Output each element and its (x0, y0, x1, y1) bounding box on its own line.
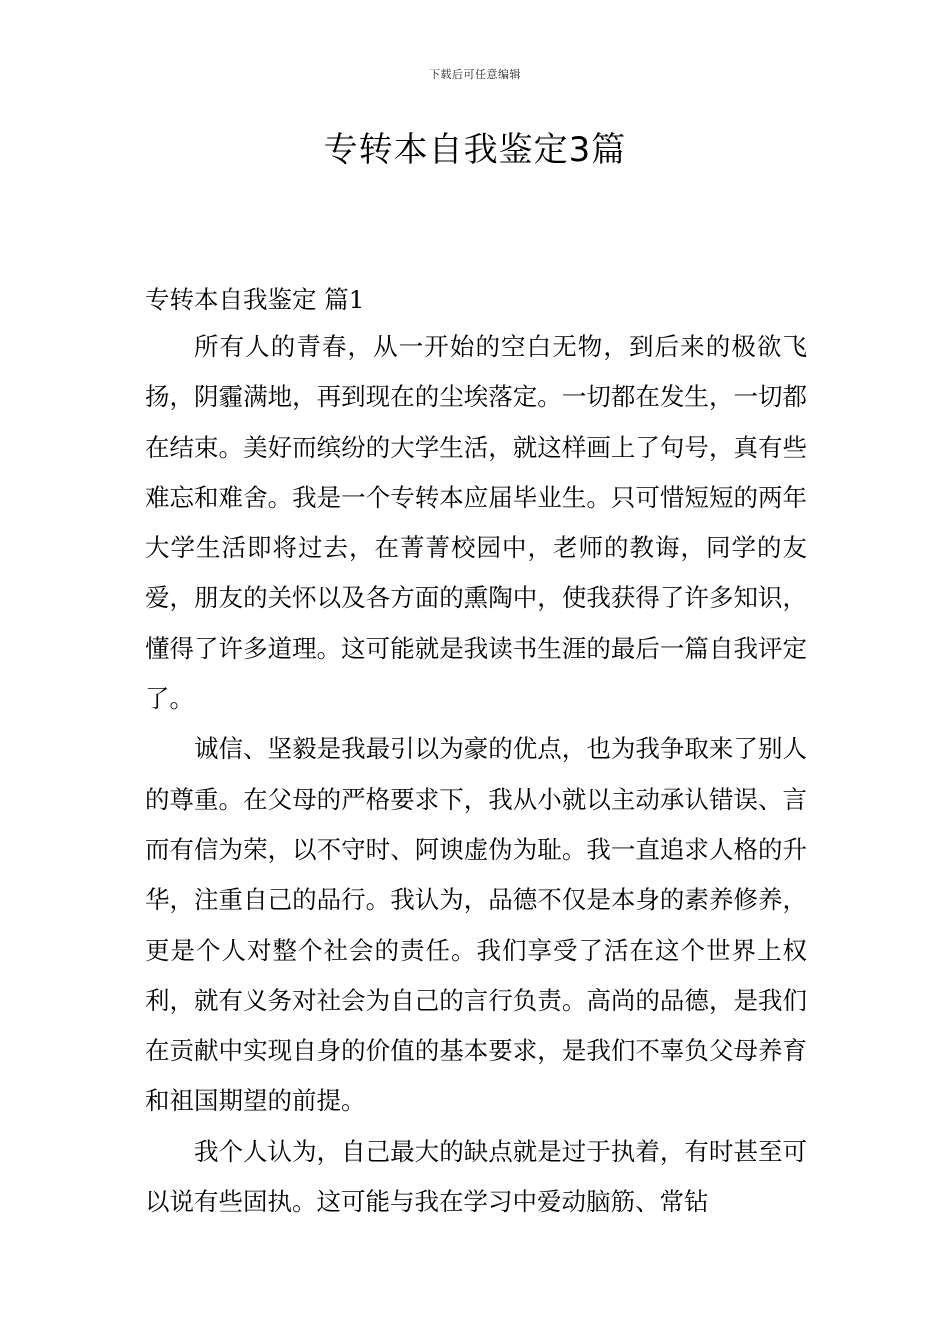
paragraph: 我个人认为，自己最大的缺点就是过于执着，有时甚至可以说有些固执。这可能与我在学习中爱动脑筋、常钻 (145, 1136, 807, 1217)
paragraph: 诚信、坚毅是我最引以为豪的优点，也为我争取来了别人的尊重。在父母的严格要求下，我从小就以主动承认错误、言而有信为荣，以不守时、阿谀虚伪为耻。我一直追求人格的升华，注重自己的品行。我认为，品德不仅是本身的素养修养，更是个人对整个社会的责任。我们享受了活在这个世界上权利，就有义务对社会为自己的言行负责。高尚的品德，是我们在贡献中实现自身的价值的基本要求，是我们不辜负父母养育和祖国期望的前提。 (145, 734, 807, 1116)
header-note: 下载后可任意编辑 (429, 68, 521, 81)
paragraph: 所有人的青春，从一开始的空白无物，到后来的极欲飞扬，阴霾满地，再到现在的尘埃落定。一切都在发生，一切都在结束。美好而缤纷的大学生活，就这样画上了句号，真有些难忘和难舍。我是一个专转本应届毕业生。只可惜短短的两年大学生活即将过去，在菁菁校园中，老师的教诲，同学的友爱，朋友的关怀以及各方面的熏陶中，使我获得了许多知识，懂得了许多道理。这可能就是我读书生涯的最后一篇自我评定了。 (145, 332, 807, 714)
document-title: 专转本自我鉴定3篇 (323, 130, 627, 170)
document-body (145, 278, 807, 1227)
section-heading: 专转本自我鉴定 篇1 (145, 285, 365, 314)
